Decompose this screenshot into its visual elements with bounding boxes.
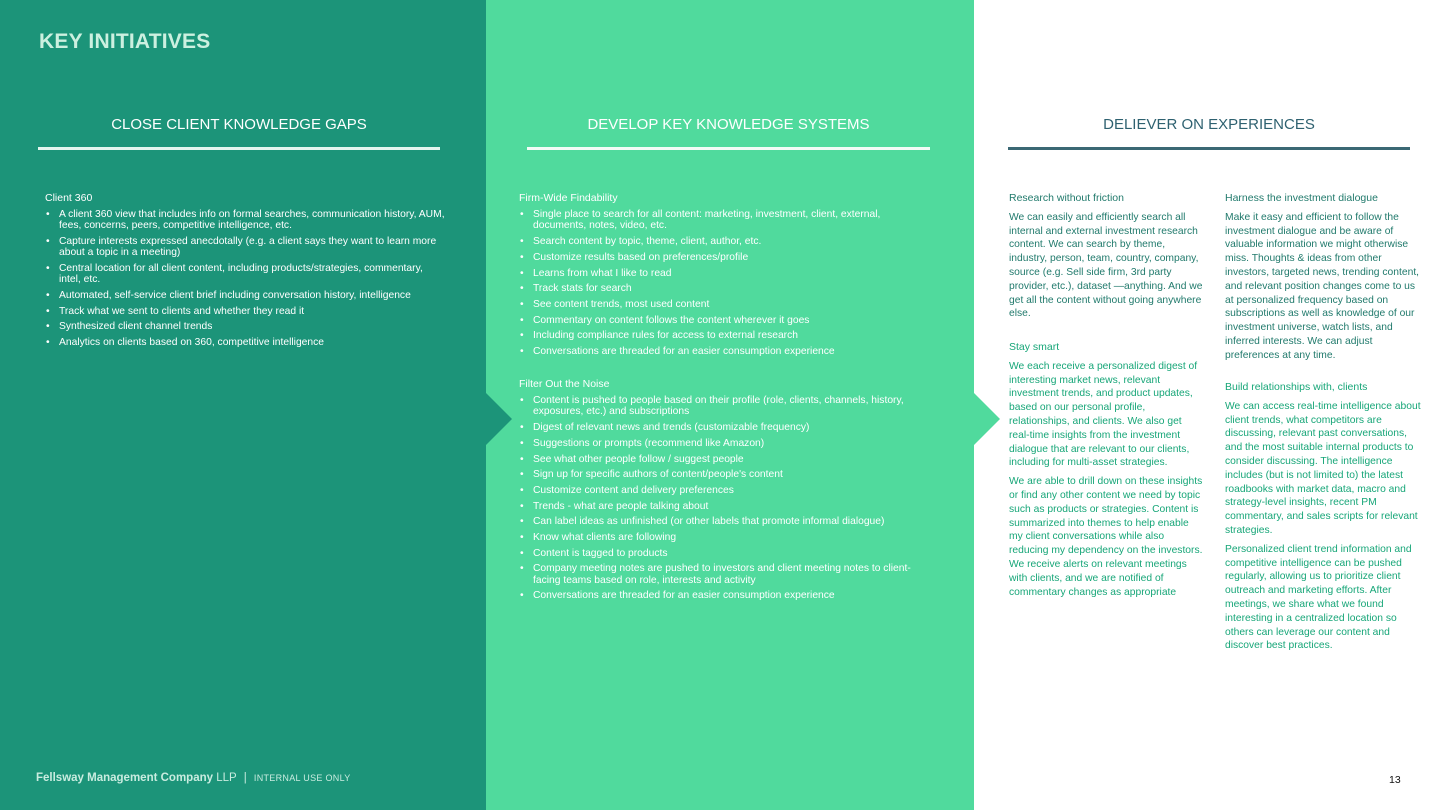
block-paragraph: We can access real-time intelligence about client trends, what competitors are discussing, relevant past conversations, and the most suitable internal products to consider discussing. The intelligence includes (but is not limited to) the latest roadbooks with market data, macro and strategy-level insights, recent PM commentary, and sales scripts for relevant strategies.	[1225, 400, 1421, 536]
findability-section	[519, 193, 924, 362]
column-heading-experiences: DELIEVER ON EXPERIENCES	[1103, 116, 1315, 133]
list-item: • Suggestions or prompts (recommend like Amazon)	[519, 438, 924, 449]
column-divider	[1008, 147, 1410, 150]
research-block	[1009, 192, 1205, 326]
chevron-arrow-1	[486, 393, 512, 445]
block-paragraph: We can easily and efficiently search all internal and external investment research content. We can search by theme, industry, person, team, country, company, source (e.g. Sell side firm, 3rd party provider, etc.), dataset —anything. And we get all the content without going anywhere else.	[1009, 211, 1203, 320]
internal-use-note: INTERNAL USE ONLY	[253, 773, 351, 783]
list-item: • Commentary on content follows the content wherever it goes	[519, 315, 924, 326]
stay-smart-block	[1009, 341, 1205, 604]
footer	[36, 772, 351, 784]
chevron-arrow-2	[974, 393, 1000, 445]
list-item: • Can label ideas as unfinished (or other labels that promote informal dialogue)	[519, 516, 924, 527]
list-item: • Single place to search for all content: marketing, investment, client, external, documents, notes, video, etc.	[519, 209, 924, 231]
list-item: • Track what we sent to clients and whether they read it	[45, 306, 445, 317]
list-item: • Content is pushed to people based on their profile (role, clients, channels, history, exposures, etc.) and subscriptions	[519, 395, 924, 417]
column-divider	[38, 147, 440, 150]
column-heading-client-gaps: CLOSE CLIENT KNOWLEDGE GAPS	[111, 116, 367, 133]
block-title: Research without friction	[1009, 192, 1124, 204]
list-item: • Track stats for search	[519, 283, 924, 294]
list-item: • Company meeting notes are pushed to investors and client meeting notes to client-facing teams based on role, interests and activity	[519, 563, 924, 585]
list-item: • Sign up for specific authors of content/people's content	[519, 469, 924, 480]
list-item: • See content trends, most used content	[519, 299, 924, 310]
list-item: • Trends - what are people talking about	[519, 501, 924, 512]
bullet-list	[45, 209, 445, 348]
block-paragraph: We are able to drill down on these insights or find any other content we need by topic such as products or strategies. Content is summarized into themes to help enable my client conversations while also reducing my dependency on the investors. We receive alerts on relevant meetings with clients, and we are notified of commentary changes as appropriate	[1009, 476, 1203, 598]
build-relationships-block	[1225, 381, 1421, 658]
block-paragraph: Make it easy and efficient to follow the investment dialogue and be aware of valuable information we might otherwise miss. Thoughts & ideas from other investors, targeted news, trending content, and relevant position changes come to us at personalized frequency based on subscriptions as well as knowledge of our investment universe, watch lists, and inferred interests. We can adjust preferences at any time.	[1225, 211, 1420, 361]
harness-dialogue-block	[1225, 192, 1421, 368]
block-title: Harness the investment dialogue	[1225, 192, 1378, 204]
block-paragraph: Personalized client trend information and competitive intelligence can be pushed regularly, allowing us to prioritize client outreach and marketing efforts. After meetings, we share what we found interesting in a centralized location so others can leverage our content and discover best practices.	[1225, 543, 1412, 652]
section-title: Client 360	[45, 192, 93, 204]
list-item: • See what other people follow / suggest people	[519, 454, 924, 465]
company-suffix: LLP	[216, 772, 237, 784]
list-item: • Digest of relevant news and trends (customizable frequency)	[519, 422, 924, 433]
list-item: • Conversations are threaded for an easier consumption experience	[519, 346, 924, 357]
bullet-list	[519, 395, 924, 601]
column-heading-knowledge-systems: DEVELOP KEY KNOWLEDGE SYSTEMS	[587, 116, 870, 133]
list-item: • Synthesized client channel trends	[45, 321, 445, 332]
page-title: KEY INITIATIVES	[39, 30, 211, 53]
bullet-list	[519, 209, 924, 357]
section-title: Filter Out the Noise	[519, 378, 610, 390]
list-item: • Customize content and delivery preferences	[519, 485, 924, 496]
section-title: Firm-Wide Findability	[519, 192, 618, 204]
list-item: • Capture interests expressed anecdotally (e.g. a client says they want to learn more about a topic in a meeting)	[45, 236, 445, 258]
list-item: • Including compliance rules for access to external research	[519, 330, 924, 341]
list-item: • Conversations are threaded for an easier consumption experience	[519, 590, 924, 601]
list-item: • Central location for all client content, including products/strategies, commentary, intel, etc.	[45, 263, 445, 285]
block-title: Stay smart	[1009, 341, 1060, 353]
list-item: • Know what clients are following	[519, 532, 924, 543]
page-number: 13	[1389, 774, 1401, 786]
list-item: • A client 360 view that includes info on formal searches, communication history, AUM, fees, concerns, peers, competitive intelligence, etc.	[45, 209, 445, 231]
block-paragraph: We each receive a personalized digest of interesting market news, relevant investment trends, and product updates, based on our personal profile, relationships, and clients. We also get real-time insights from the investment dialogue that are relevant to our clients, including for multi-asset strategies.	[1009, 360, 1198, 469]
client-360-section	[45, 193, 445, 353]
list-item: • Learns from what I like to read	[519, 268, 924, 279]
list-item: • Automated, self-service client brief including conversation history, intelligence	[45, 290, 445, 301]
column-divider	[527, 147, 930, 150]
list-item: • Content is tagged to products	[519, 548, 924, 559]
list-item: • Search content by topic, theme, client, author, etc.	[519, 236, 924, 247]
list-item: • Customize results based on preferences/profile	[519, 252, 924, 263]
footer-separator: |	[243, 772, 247, 784]
list-item: • Analytics on clients based on 360, competitive intelligence	[45, 337, 445, 348]
block-title: Build relationships with, clients	[1225, 381, 1368, 393]
company-name: Fellsway Management Company	[36, 772, 214, 784]
filter-noise-section	[519, 379, 924, 606]
